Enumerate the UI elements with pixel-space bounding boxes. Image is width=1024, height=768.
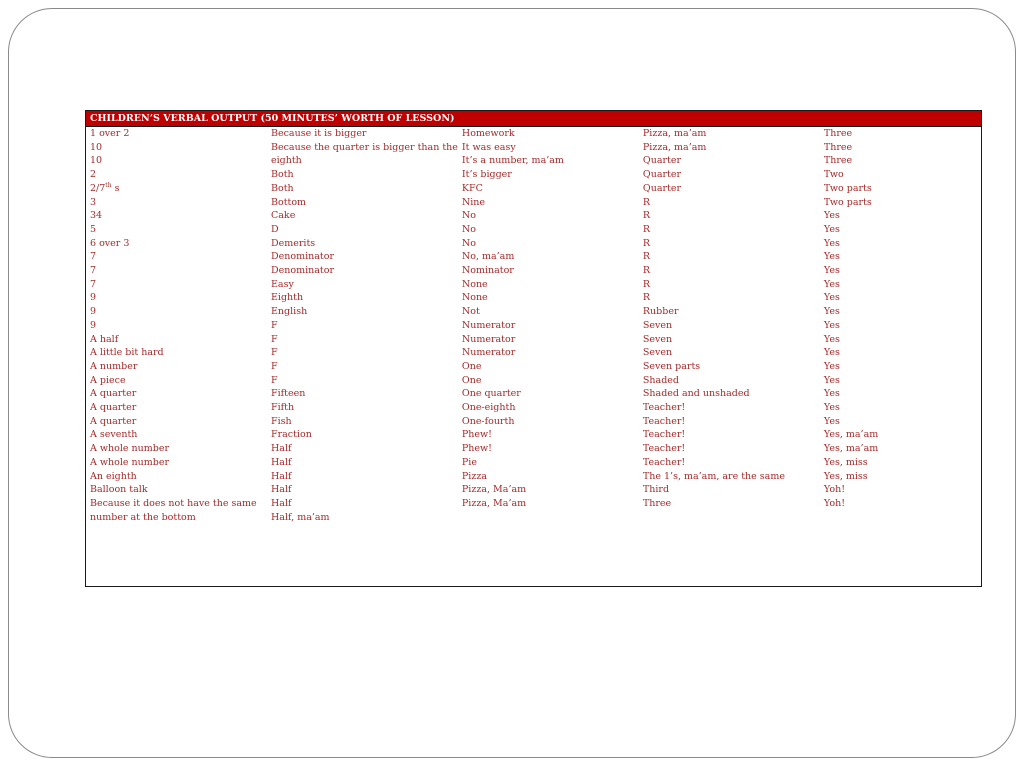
table-cell: 9 <box>90 292 97 304</box>
table-cell: Teacher! <box>642 429 686 441</box>
table-cell: A quarter <box>90 415 137 427</box>
table-cell: Phew! <box>461 429 492 441</box>
table-cell: R <box>642 210 651 222</box>
table-cell: Demerits <box>271 237 316 249</box>
table-cell: R <box>642 237 651 249</box>
table-cell: Yes <box>823 347 840 359</box>
table-cell: Quarter <box>642 169 681 181</box>
table-cell: number at the bottom <box>90 511 196 523</box>
table-cell: Because it is bigger <box>271 128 367 139</box>
table-cell: Fish <box>271 415 292 427</box>
table-cell: 3 <box>90 196 97 208</box>
table-cell: Three <box>642 497 672 509</box>
table-cell: Both <box>271 182 294 194</box>
table-cell: Denominator <box>271 251 334 263</box>
table-cell: Fifteen <box>271 388 306 400</box>
table-cell: Yes <box>823 319 840 331</box>
table-cell: One <box>461 374 482 386</box>
table-cell: Nine <box>461 196 485 208</box>
table-cell: Yes <box>823 333 840 345</box>
table-cell: R <box>642 251 651 263</box>
table-cell: Yes <box>823 223 840 235</box>
table-cell: It’s a number, ma’am <box>461 155 564 167</box>
table-cell: F <box>271 333 278 345</box>
table-cell: It was easy <box>461 141 516 153</box>
table-cell: Phew! <box>461 443 492 455</box>
table-cell: Teacher! <box>642 443 686 455</box>
verbal-output-table <box>85 110 982 587</box>
table-cell: Half <box>271 470 292 482</box>
table-cell: Easy <box>271 278 294 290</box>
table-cell: Yes <box>823 265 840 277</box>
table-cell: Rubber <box>642 306 679 318</box>
table-cell: R <box>642 292 651 304</box>
table-cell: Numerator <box>461 347 516 359</box>
table-cell: 7 <box>90 278 97 290</box>
table-cell: F <box>271 374 278 386</box>
table-cell: Two parts <box>823 182 872 194</box>
column-2 <box>267 127 458 524</box>
table-cell: It’s bigger <box>461 169 512 181</box>
table-cell: Half <box>271 497 292 509</box>
table-cell: Both <box>271 169 294 181</box>
table-cell: Seven <box>642 333 673 345</box>
table-cell: 9 <box>90 319 97 331</box>
table-cell: Cake <box>271 210 296 222</box>
table-cell: Denominator <box>271 265 334 277</box>
table-cell: Pie <box>461 456 477 468</box>
table-cell: Seven parts <box>642 360 701 372</box>
table-cell: Bottom <box>271 196 307 208</box>
table-cell: F <box>271 347 278 359</box>
slide-frame <box>8 8 1016 758</box>
table-cell: Yes <box>823 415 840 427</box>
table-cell: Yes <box>823 388 840 400</box>
table-cell: An eighth <box>90 470 137 482</box>
table-cell: A whole number <box>90 456 170 468</box>
table-cell: Pizza <box>461 470 488 482</box>
table-cell: Fifth <box>271 402 295 414</box>
table-cell: Two parts <box>823 196 872 208</box>
table-cell: A quarter <box>90 402 137 414</box>
table-title: CHILDREN’S VERBAL OUTPUT (50 MINUTES’ WORTH OF LESSON) <box>86 111 981 127</box>
table-cell: 7 <box>90 251 97 263</box>
table-cell: Yoh! <box>823 484 846 496</box>
table-cell: 9 <box>90 306 97 318</box>
table-cell: 34 <box>90 210 103 222</box>
table-cell: Yes, miss <box>823 470 868 482</box>
table-cell: Yes <box>823 306 840 318</box>
column-1 <box>86 127 267 524</box>
table-cell: Pizza, Ma’am <box>461 497 527 509</box>
table-cell: Pizza, Ma’am <box>461 484 527 496</box>
table-cell: Third <box>642 484 670 496</box>
table-cell: Seven <box>642 347 673 359</box>
table-cell: KFC <box>461 182 483 194</box>
table-cell: D <box>271 223 279 235</box>
table-cell: Half <box>271 484 292 496</box>
table-cell: Eighth <box>271 292 304 304</box>
table-cell: One-eighth <box>461 402 516 414</box>
table-cell: Quarter <box>642 155 681 167</box>
table-cell: Yes <box>823 278 840 290</box>
table-cell: Teacher! <box>642 415 686 427</box>
table-cell: Yes <box>823 402 840 414</box>
table-cell: Numerator <box>461 333 516 345</box>
table-cell: One-fourth <box>461 415 515 427</box>
table-cell: A seventh <box>90 429 138 441</box>
table-cell: 1 over 2 <box>90 128 130 139</box>
table-cell: 7 <box>90 265 97 277</box>
table-cell: Three <box>823 128 853 139</box>
table-cell: Not <box>461 306 480 318</box>
table-cell: 5 <box>90 223 97 235</box>
table-cell: One <box>461 360 482 372</box>
table-cell: None <box>461 292 488 304</box>
table-cell: Nominator <box>461 265 514 277</box>
column-3 <box>458 127 639 524</box>
table-cell: No <box>461 223 476 235</box>
table-cell: Because the quarter is bigger than the <box>271 141 458 153</box>
table-cell: Because it does not have the same <box>90 497 257 509</box>
table-columns <box>86 127 981 524</box>
table-cell: Fraction <box>271 429 312 441</box>
table-cell: Shaded <box>642 374 679 386</box>
table-cell: A piece <box>90 374 126 386</box>
table-cell: Yes <box>823 251 840 263</box>
table-cell: Yes <box>823 292 840 304</box>
table-cell: Homework <box>461 128 515 139</box>
table-cell: A whole number <box>90 443 170 455</box>
table-cell: Shaded and unshaded <box>642 388 750 400</box>
table-cell: 2/7th s <box>90 181 120 194</box>
table-cell: Numerator <box>461 319 516 331</box>
table-cell: Yes <box>823 237 840 249</box>
table-cell: Yoh! <box>823 497 846 509</box>
table-cell: R <box>642 223 651 235</box>
table-cell: Balloon talk <box>90 484 148 496</box>
table-cell: Three <box>823 141 853 153</box>
table-cell: The 1’s, ma’am, are the same <box>642 470 785 482</box>
table-cell: English <box>271 306 308 318</box>
table-cell: No <box>461 237 476 249</box>
table-cell: eighth <box>271 155 302 167</box>
column-4 <box>639 127 820 524</box>
table-cell: Yes <box>823 374 840 386</box>
table-cell: R <box>642 265 651 277</box>
table-cell: Two <box>823 169 844 181</box>
table-cell: F <box>271 360 278 372</box>
table-cell: Yes <box>823 210 840 222</box>
table-cell: 2 <box>90 169 97 181</box>
table-cell: Half <box>271 443 292 455</box>
table-cell: Yes <box>823 360 840 372</box>
table-cell: None <box>461 278 488 290</box>
column-5 <box>820 127 981 524</box>
table-cell: Yes, miss <box>823 456 868 468</box>
table-cell: R <box>642 278 651 290</box>
table-cell: Teacher! <box>642 456 686 468</box>
table-cell: Pizza, ma’am <box>642 128 707 139</box>
table-cell: Seven <box>642 319 673 331</box>
table-cell: A little bit hard <box>90 347 164 359</box>
table-cell: Quarter <box>642 182 681 194</box>
table-cell: Teacher! <box>642 402 686 414</box>
table-cell: Yes, ma’am <box>823 443 879 455</box>
table-cell: Half, ma’am <box>271 511 330 523</box>
table-cell: Yes, ma’am <box>823 429 879 441</box>
table-cell: A half <box>90 333 119 345</box>
table-cell: No, ma’am <box>461 251 515 263</box>
table-cell: F <box>271 319 278 331</box>
table-cell: One quarter <box>461 388 521 400</box>
table-cell: 10 <box>90 141 103 153</box>
table-cell: Three <box>823 155 853 167</box>
table-cell: 10 <box>90 155 103 167</box>
table-cell: A number <box>90 360 138 372</box>
table-cell: Half <box>271 456 292 468</box>
table-cell: R <box>642 196 651 208</box>
table-cell: 6 over 3 <box>90 237 130 249</box>
table-cell: A quarter <box>90 388 137 400</box>
table-cell: Pizza, ma’am <box>642 141 707 153</box>
table-cell: No <box>461 210 476 222</box>
